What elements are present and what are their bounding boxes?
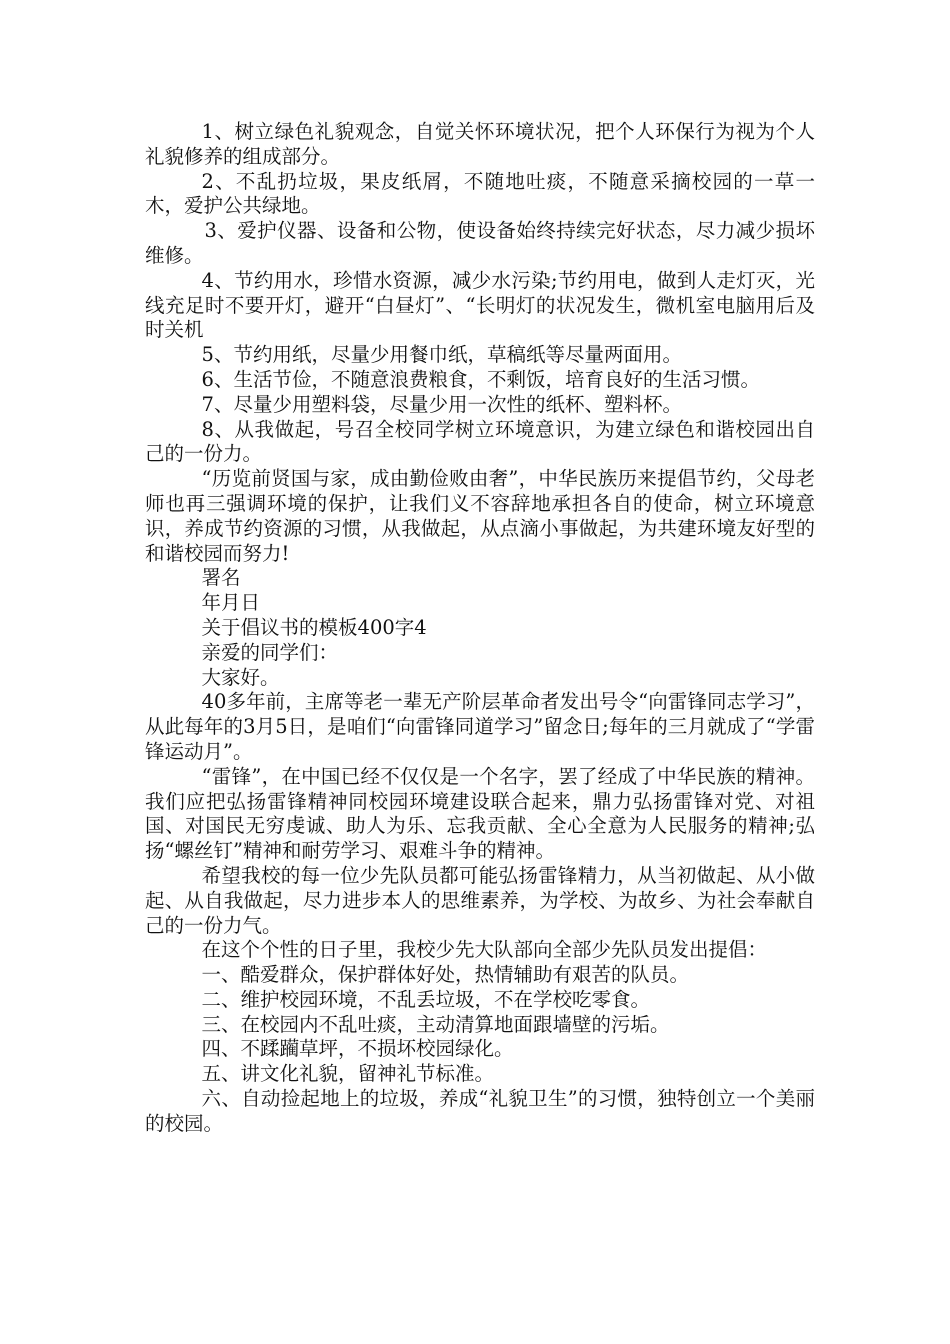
list-item-3: 三、在校园内不乱吐痰，主动清算地面跟墙壁的污垢。 xyxy=(201,1012,670,1036)
list-item-1: 一、酷爱群众，保护群体好处，热情辅助有艰苦的队员。 xyxy=(201,963,690,987)
paragraph-11: “雷锋”，在中国已经不仅仅是一个名字，罢了经成了中华民族的精神。我们应把弘扬雷锋精神同校园环境建设联合起来，鼎力弘扬雷锋对党、对祖国、对国民无穷虔诚、助人为乐、忘我贡献、全心全意为人民服务的精神;弘扬“螺丝钉”精神和耐劳学习、艰难斗争的精神。 xyxy=(145,764,815,863)
paragraph-5: 5、节约用纸，尽量少用餐巾纸，草稿纸等尽量两面用。 xyxy=(201,343,682,367)
paragraph-10: 40多年前，主席等老一辈无产阶层革命者发出号令“向雷锋同志学习”，从此每年的3月5日，是咱们“向雷锋同道学习”留念日;每年的三月就成了“学雷锋运动月”。 xyxy=(145,690,815,763)
salutation: 亲爱的同学们： xyxy=(201,640,339,664)
paragraph-7: 7、尽量少用塑料袋，尽量少用一次性的纸杯、塑料杯。 xyxy=(201,392,682,416)
list-item-6: 六、自动捡起地上的垃圾，养成“礼貌卫生”的习惯，独特创立一个美丽的校园。 xyxy=(145,1087,815,1135)
signature-line: 署名 xyxy=(201,566,241,590)
paragraph-12: 希望我校的每一位少先队员都可能弘扬雷锋精力，从当初做起、从小做起、从自我做起，尽力进步本人的思维素养，为学校、为故乡、为社会奉献自己的一份力气。 xyxy=(145,863,815,937)
paragraph-3: 3、爱护仪器、设备和公物，使设备始终持续完好状态，尽力减少损坏维修。 xyxy=(145,219,815,267)
paragraph-4: 4、节约用水，珍惜水资源，减少水污染;节约用电，做到人走灯灭，光线充足时不要开灯，避开“白昼灯”、“长明灯的状况发生，微机室电脑用后及时关机 xyxy=(145,268,815,342)
greeting: 大家好。 xyxy=(201,665,280,689)
list-item-2: 二、维护校园环境，不乱丢垃圾，不在学校吃零食。 xyxy=(201,987,651,1011)
paragraph-2: 2、不乱扔垃圾，果皮纸屑，不随地吐痰，不随意采摘校园的一草一木，爱护公共绿地。 xyxy=(145,169,815,218)
section-heading: 关于倡议书的模板400字4 xyxy=(201,615,427,639)
paragraph-8: 8、从我做起，号召全校同学树立环境意识，为建立绿色和谐校园出自己的一份力。 xyxy=(145,417,815,466)
list-item-5: 五、讲文化礼貌，留神礼节标准。 xyxy=(201,1062,495,1086)
date-line: 年月日 xyxy=(201,591,261,615)
paragraph-13: 在这个个性的日子里，我校少先大队部向全部少先队员发出提倡： xyxy=(201,938,768,962)
paragraph-9: “历览前贤国与家，成由勤俭败由奢”，中华民族历来提倡节约，父母老师也再三强调环境的保护，让我们义不容辞地承担各自的使命，树立环境意识，养成节约资源的习惯，从我做起，从点滴小事做起，为共建环境友好型的和谐校园而努力! xyxy=(145,467,815,565)
paragraph-6: 6、生活节俭，不随意浪费粮食，不剩饭，培育良好的生活习惯。 xyxy=(201,367,760,391)
paragraph-1: 1、树立绿色礼貌观念，自觉关怀环境状况，把个人环保行为视为个人礼貌修养的组成部分。 xyxy=(145,120,815,168)
list-item-4: 四、不蹂躏草坪，不损坏校园绿化。 xyxy=(201,1037,514,1061)
document-body xyxy=(145,120,815,1137)
